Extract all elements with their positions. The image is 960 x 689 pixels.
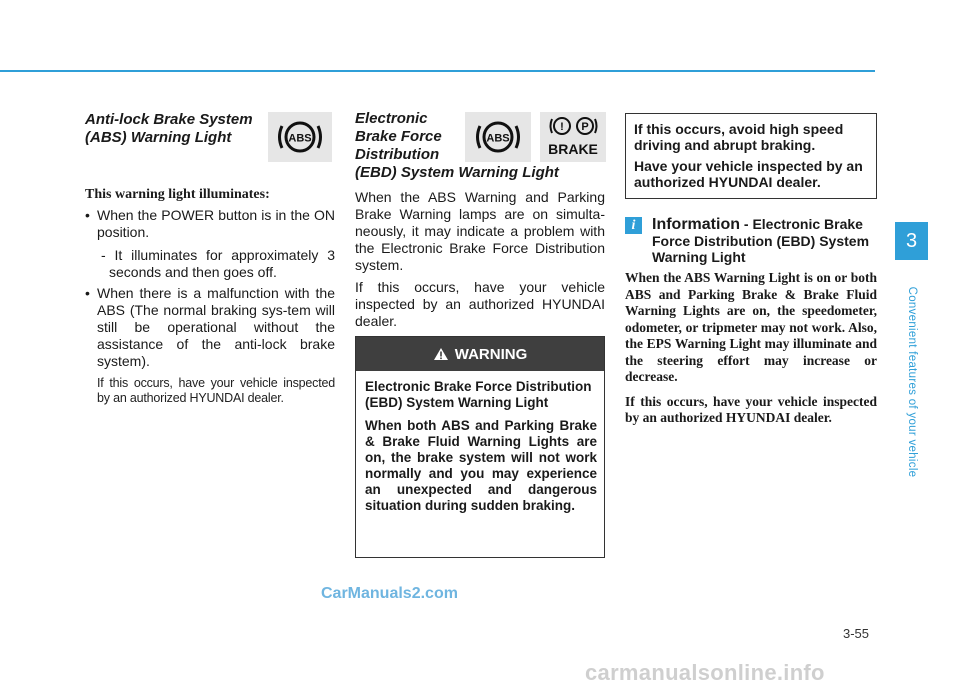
caution-line2: Have your vehicle inspected by an authorized HYUNDAI dealer.	[634, 158, 863, 190]
list-item	[85, 285, 335, 406]
exclamation-label: !	[560, 121, 564, 133]
watermark-carmanuals2: CarManuals2.com	[321, 585, 458, 602]
information-para1: When the ABS Warning Light is on or both ABS and Parking Brake & Brake Fluid Warning Lights are on, the speedometer, odometer, or tripmeter may not work. Also, the EPS Warning Light may illuminate and the steering effort may increase or decrease.	[625, 270, 877, 384]
chapter-title-side	[905, 268, 919, 493]
chapter-number-tab: 3	[895, 222, 928, 260]
abs-warning-icon	[268, 112, 332, 162]
information-title	[652, 216, 872, 265]
abs-note: If this occurs, have your vehicle inspected by an authorized HYUNDAI dealer.	[97, 376, 335, 405]
warning-triangle-icon	[433, 347, 449, 361]
abs-icon-label: ABS	[486, 132, 510, 145]
abs-icon	[473, 117, 523, 157]
information-subtitle: - Electronic Brake Force Distribution (EBD) System Warning Light	[652, 216, 870, 265]
warning-header	[356, 337, 604, 371]
warning-body	[356, 371, 604, 514]
list-item	[85, 207, 335, 281]
warning-title: Electronic Brake Force Distribution (EBD) System Warning Light	[365, 379, 592, 410]
ebd-abs-icon	[465, 112, 531, 162]
ebd-title-line4: (EBD) System Warning Light	[355, 164, 559, 181]
warning-heading: WARNING	[454, 345, 528, 363]
abs-bullet1-text: When the POWER button is in the ON position.	[97, 207, 335, 240]
ebd-brake-icon	[540, 112, 606, 162]
parking-label: P	[581, 121, 589, 133]
ebd-title-line1: Electronic	[355, 110, 428, 127]
abs-bullet2-text: When there is a malfunction with the ABS (The normal braking sys-tem will still be operational without the assistance of the anti-lock brake system).	[97, 285, 335, 369]
abs-title-line2: (ABS) Warning Light	[85, 129, 232, 146]
warning-box	[355, 336, 605, 558]
ebd-title-line3: Distribution	[355, 146, 440, 163]
brake-label: BRAKE	[548, 141, 598, 157]
abs-bullet-list	[85, 207, 335, 406]
header-rule	[0, 70, 875, 72]
information-body	[625, 270, 877, 435]
abs-title-line1: Anti-lock Brake System	[85, 111, 253, 128]
ebd-para2: If this occurs, have your vehicle inspected by an authorized HYUNDAI dealer.	[355, 279, 605, 329]
caution-line1: If this occurs, avoid high speed driving and abrupt braking.	[634, 121, 844, 153]
brake-icon	[542, 114, 604, 160]
caution-box	[625, 113, 877, 199]
abs-icon-label: ABS	[288, 132, 312, 145]
abs-subnote: - It illuminates for approximately 3 seconds and then goes off.	[101, 247, 335, 280]
page-number: 3-55	[843, 626, 870, 641]
ebd-para1: When the ABS Warning and Parking Brake Warning lamps are on simulta-neously, it may indicate a problem with the Electronic Brake Force Distribution system.	[355, 189, 605, 273]
ebd-title-line2: Brake Force	[355, 128, 442, 145]
chapter-title: Convenient features of your vehicle	[906, 286, 918, 478]
watermark-carmanualsonline: carmanualsonline.info	[585, 660, 825, 685]
abs-icon	[275, 117, 325, 157]
information-label: Information	[652, 216, 740, 233]
abs-lead: This warning light illuminates:	[85, 187, 270, 202]
information-para2: If this occurs, have your vehicle inspected by an authorized HYUNDAI dealer.	[625, 393, 877, 425]
information-icon: i	[625, 217, 642, 234]
warning-text: When both ABS and Parking Brake & Brake Fluid Warning Lights are on, the brake system will not work normally and you may experience an unexpected and dangerous situation during sudden braking.	[365, 418, 597, 513]
